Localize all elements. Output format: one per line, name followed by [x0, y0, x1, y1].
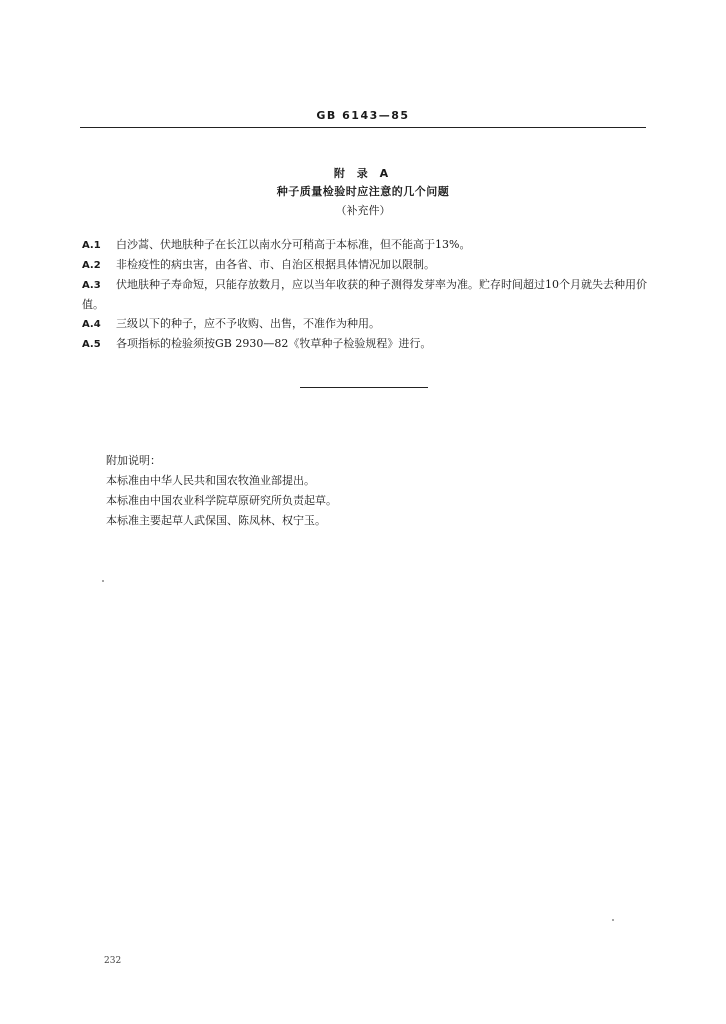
header-divider	[80, 127, 646, 128]
section-end-divider	[300, 387, 428, 388]
additional-note-line: 本标准由中国农业科学院草原研究所负责起草。	[106, 494, 337, 507]
clause-a2	[82, 255, 648, 275]
clause-list	[82, 235, 648, 354]
scan-speck	[612, 919, 614, 921]
clause-number: A.1	[82, 240, 101, 251]
scan-speck	[102, 580, 104, 582]
clause-number: A.2	[82, 260, 101, 271]
clause-a1	[82, 235, 648, 255]
clause-a4	[82, 314, 648, 334]
clause-text: 各项指标的检验须按GB 2930—82《牧草种子检验规程》进行。	[116, 337, 432, 350]
clause-a5	[82, 334, 648, 354]
standard-code-header: GB 6143—85	[316, 109, 410, 122]
additional-note-line: 本标准由中华人民共和国农牧渔业部提出。	[106, 474, 315, 487]
appendix-note: （补充件）	[335, 204, 391, 217]
clause-text: 白沙蒿、伏地肤种子在长江以南水分可稍高于本标准，但不能高于13%。	[116, 238, 471, 251]
clause-text: 伏地肤种子寿命短，只能存放数月，应以当年收获的种子测得发芽率为准。贮存时间超过10个月就失去种用价值。	[82, 278, 647, 311]
page-number: 232	[104, 956, 122, 966]
clause-number: A.4	[82, 319, 101, 330]
clause-number: A.5	[82, 339, 101, 350]
clause-a3	[82, 275, 648, 314]
clause-number: A.3	[82, 280, 101, 291]
additional-notes	[106, 451, 646, 531]
clause-text: 非检疫性的病虫害，由各省、市、自治区根据具体情况加以限制。	[116, 258, 435, 271]
additional-notes-heading: 附加说明：	[106, 454, 161, 467]
additional-note-line: 本标准主要起草人武保国、陈凤林、权宁玉。	[106, 514, 326, 527]
appendix-subtitle: 种子质量检验时应注意的几个问题	[276, 185, 450, 198]
appendix-title: 附 录 A	[333, 167, 393, 180]
clause-text: 三级以下的种子，应不予收购、出售，不准作为种用。	[116, 317, 380, 330]
